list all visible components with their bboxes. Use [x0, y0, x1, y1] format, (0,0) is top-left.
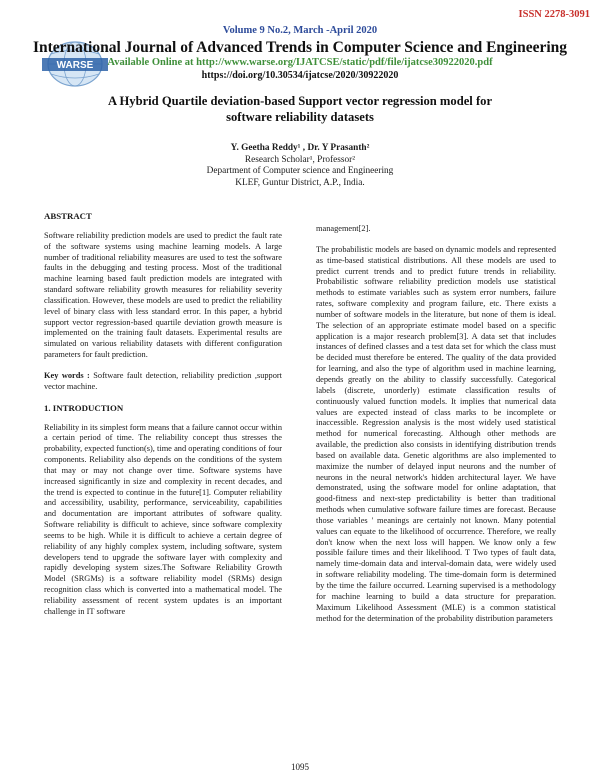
author-department: Department of Computer science and Engineering — [206, 166, 394, 176]
continuation-text: management[2]. — [316, 224, 371, 233]
author-names: Y. Geetha Reddy¹ , Dr. Y Prasanth² — [230, 143, 370, 153]
logo-text: WARSE — [56, 60, 94, 71]
issn-label: ISSN 2278-3091 — [518, 9, 590, 20]
paper-title: A Hybrid Quartile deviation-based Support vector regression model for software reliability datasets — [107, 94, 493, 124]
keywords — [44, 371, 282, 393]
keywords-text: Software fault detection, reliability prediction ,support vector machine. — [44, 370, 282, 391]
keywords-label: Key words : — [44, 370, 90, 380]
author-roles: Research Scholar¹, Professor² — [244, 154, 356, 165]
introduction-heading: 1. INTRODUCTION — [44, 402, 124, 413]
page-number: 1095 — [291, 762, 309, 772]
right-column — [316, 224, 556, 634]
doi-link[interactable]: https://doi.org/10.30534/ijatcse/2020/30922020 — [201, 70, 399, 81]
volume-info: Volume 9 No.2, March -April 2020 — [222, 25, 378, 36]
abstract-heading: ABSTRACT — [44, 211, 92, 221]
author-affiliation: KLEF, Guntur District, A.P., India. — [235, 177, 365, 188]
introduction-text: Reliability in its simplest form means that a failure cannot occur within a certain period of time. The reliability concept thus stresses the probability, expected function(s), time and operating conditions of four components. Reliability also depends on the conditions of the system that may or may not change over time. Software systems have increased significantly in size and complexity in recent decades, and the trend is expected to continue in the future[1]. Computer reliability and accessibility, usability, performance, serviceability, capabilities and documentation are important attributes of software quality. Software reliability is difficult to achieve, since software complexity seems to be high. While it is difficult to achieve a certain degree of reliability of any highly complex system, including software, system developers tend to upgrade the software layer with complexity and rapidly developing system sizes.The Software Reliability Growth Model (SRGMs) is a software reliability model (SRMs) design recognition class which is converted into a mathematical model. The reliability assessment of recent system updates is an important challenge in IT software — [44, 422, 282, 616]
journal-title: International Journal of Advanced Trends in Computer Science and Engineering — [32, 39, 568, 56]
author-block — [0, 143, 600, 189]
body-paragraph: The probabilistic models are based on dynamic models and represented as time-based statistical distributions. All these models are used to predict current trends and to predict future trends in reliability. Probabilistic software reliability prediction models use statistical methods to estimate variables such as system error numbers, failure rates, software complexity and program failure, etc. There exists a number of software models in the literature, but none of them is ideal. The selection of an appropriate estimate model based on a specific application is a major research problem[3]. A data set that includes instances of defined classes and a test data set for which the class must be decided must therefore be entered. The quality of the data provided for learning, and also the type of algorithm used in machine learning, depends greatly on the ability to classify successfully. Categorical labels (discrete, unorderly) estimate classification results of continuously valued function models. It implies that numerical data values are expected instead of class marks to be incomplete or inaccessible. Regression analysis is the most widely used statistical method for numerical forecasting. Although other methods are available, the prediction also consists in identifying distribution trends based on available data. Genetic algorithms are also implemented to maximize the number of delayed input neurons and the number of neurons in the neural network's hidden architectural layer. We have demonstrated, using the software model for online adaptation, that good-fitness and next-step predictability is better than traditional methods when cumulative software failure times are forecast. Because those variables ' meanings are certainly not known. Many potential values can equate to the likelihood of occurrence. Therefore, we really don't know when the next loss will happen. We know only a few possible failure times and their likelihood. T Two types of fault data, namely time-domain data and interval-domain data, were widely used in software reliability modeling. The time-domain form is determined by the time the failure occurred. Learning supervised is a methodology for machine learning to build a data structure for preparation. Maximum Likelihood Assessment (MLE) is a common statistical method for the determination of the probability distribution parameters — [316, 244, 556, 623]
abstract-text: Software reliability prediction models are used to predict the fault rate of the software systems using machine learning models. A large number of traditional reliability measures are used to test the software faults in the debugging and testing process. Most of the traditional machine learning based fault prediction models are integrated with standard software reliability growth measures for reliability severity classification. However, these models are used to predict the reliability level of binary class with less standard error. In this paper, a hybrid support vector regression-based quartile deviation growth measure is implemented on the training fault datasets. Experimental results are simulated on various reliability datasets with different configuration parameters for fault prediction. — [44, 230, 282, 360]
left-column — [44, 211, 282, 628]
available-online-link[interactable]: Available Online at http://www.warse.org/IJATCSE/static/pdf/file/ijatcse30922020.pdf — [107, 57, 493, 68]
